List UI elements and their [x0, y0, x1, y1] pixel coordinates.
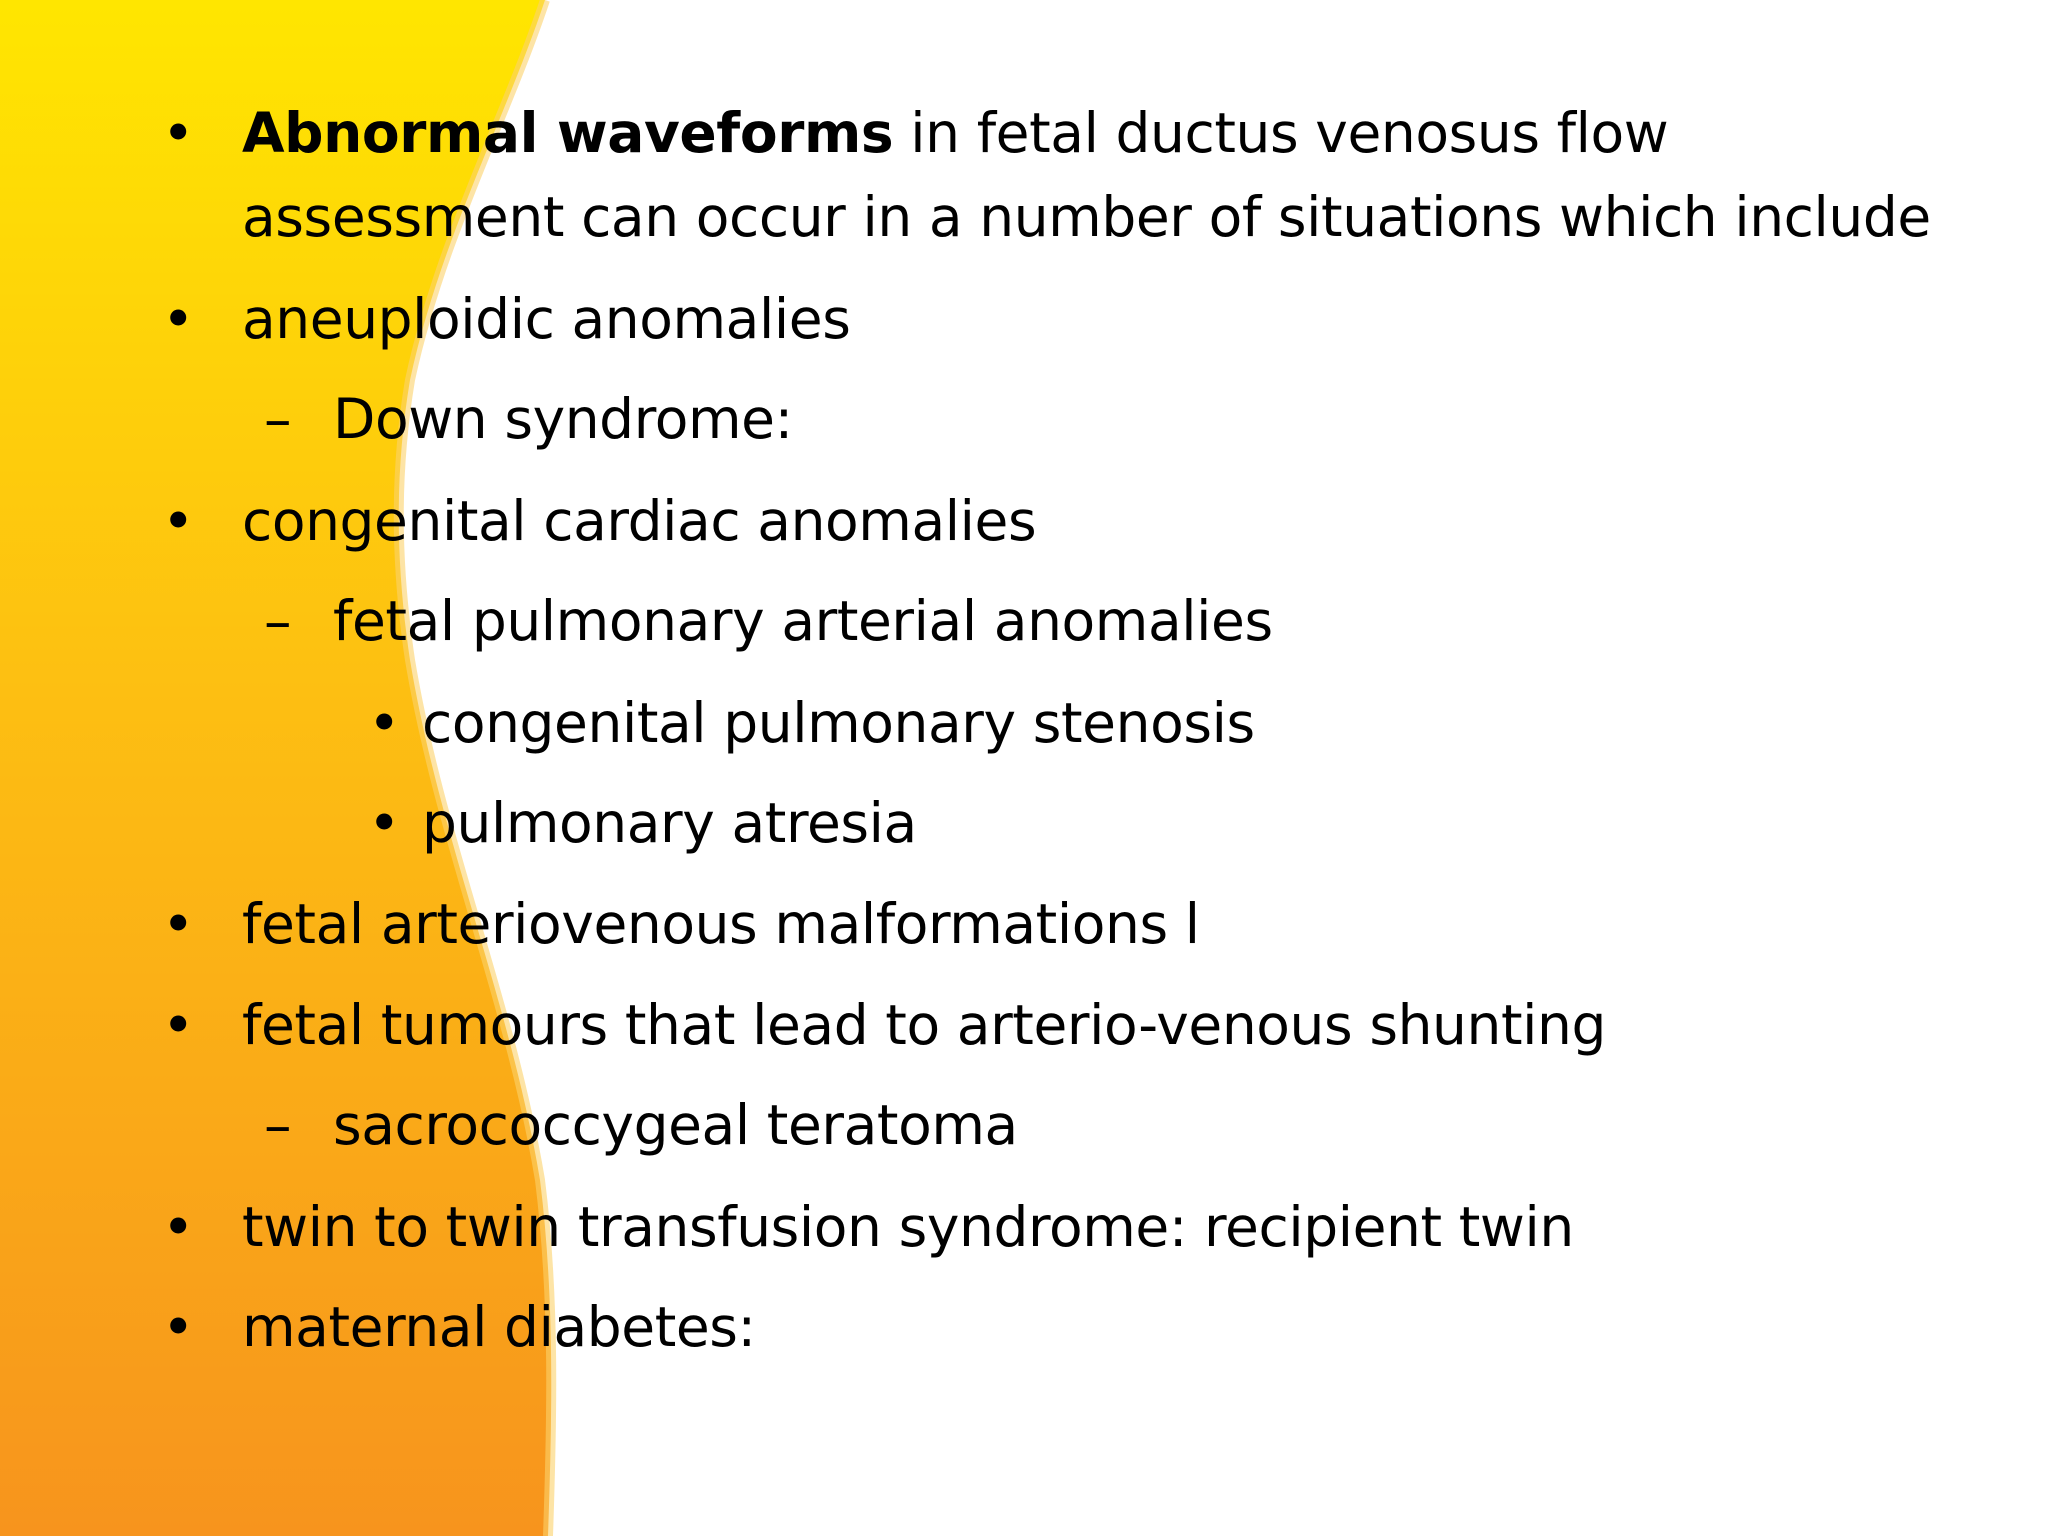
dash-marker: –: [264, 387, 292, 451]
bullet-marker: •: [162, 1295, 195, 1359]
bullet-marker: •: [368, 691, 401, 755]
bullet-marker: •: [162, 993, 195, 1057]
sub-bullet-item: Down syndrome:: [333, 387, 793, 451]
bullet-item: congenital cardiac anomalies: [242, 489, 1037, 553]
sub-sub-bullet-item: congenital pulmonary stenosis: [422, 691, 1255, 755]
dash-marker: –: [264, 589, 292, 653]
bullet-marker: •: [162, 489, 195, 553]
bullet-marker: •: [162, 287, 195, 351]
bullet-marker: •: [368, 791, 401, 855]
bullet-marker: •: [162, 892, 195, 956]
sub-bullet-item: fetal pulmonary arterial anomalies: [333, 589, 1273, 653]
sub-bullet-item: sacrococcygeal teratoma: [333, 1093, 1018, 1157]
bullet-bold-text: Abnormal waveforms: [242, 101, 894, 165]
bullet-marker: •: [162, 1195, 195, 1259]
bullet-item: twin to twin transfusion syndrome: recipient twin: [242, 1195, 1574, 1259]
bullet-item: fetal tumours that lead to arterio-venous shunting: [242, 993, 1606, 1057]
bullet-item: maternal diabetes:: [242, 1295, 756, 1359]
bullet-item: fetal arteriovenous malformations l: [242, 892, 1200, 956]
dash-marker: –: [264, 1093, 292, 1157]
bullet-marker: •: [162, 101, 195, 165]
bullet-continuation: assessment can occur in a number of situations which include: [242, 185, 1931, 249]
bullet-text: in fetal ductus venosus flow: [893, 101, 1669, 165]
sub-sub-bullet-item: pulmonary atresia: [422, 791, 917, 855]
bullet-item: aneuploidic anomalies: [242, 287, 851, 351]
bullet-item: [242, 98, 1668, 168]
